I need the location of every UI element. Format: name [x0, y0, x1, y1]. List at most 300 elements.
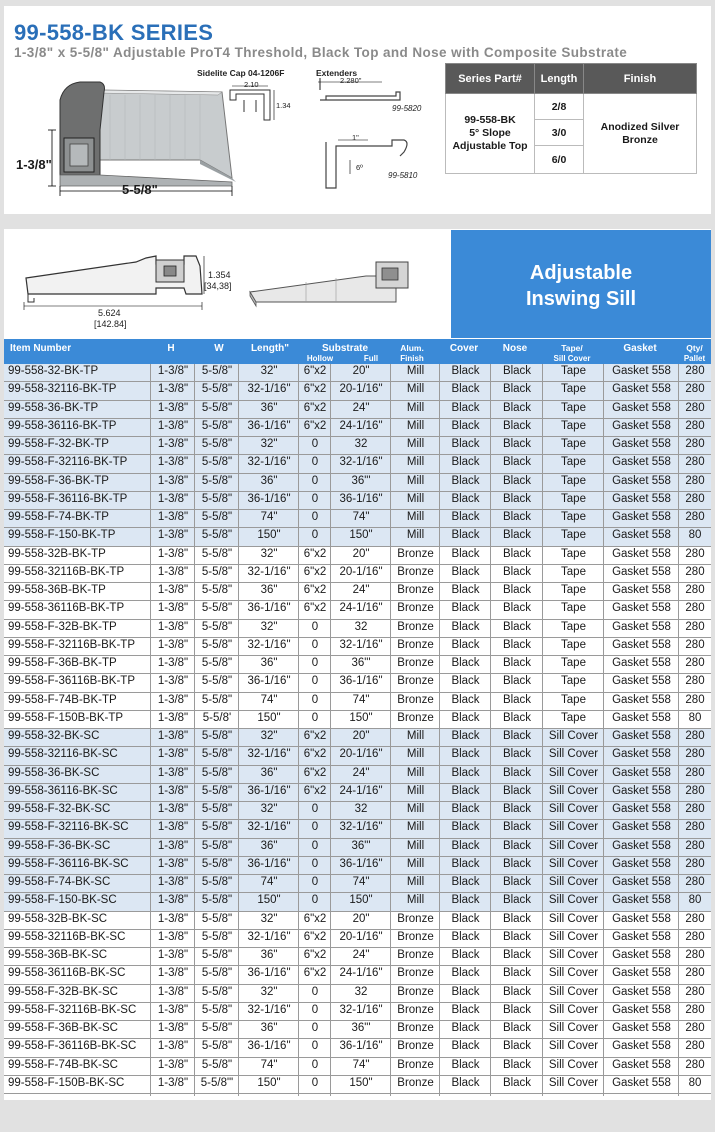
cell-nose: Black [502, 748, 532, 761]
cell-cover: Black [451, 657, 480, 669]
cell-h: 1-3/8" [157, 638, 189, 651]
cell-item-number: 99-558-F-32116-BK-SC [8, 821, 129, 834]
page-subtitle: 1-3/8" x 5-5/8" Adjustable ProT4 Threshold, Black Top and Nose with Composite Substrate [14, 45, 628, 60]
cell-full: 20" [352, 547, 370, 560]
series-length-cell: 2/8 [535, 94, 584, 120]
cell-h: 1-3/8" [157, 784, 189, 797]
table-row [4, 893, 711, 911]
cell-h: 1-3/8" [157, 1058, 189, 1071]
series-length-cell: 6/0 [535, 146, 584, 174]
page-title: 99-558-BK SERIES [14, 20, 214, 45]
table-row [4, 638, 711, 656]
cell-nose: Black [502, 803, 532, 815]
cell-nose: Black [502, 547, 532, 560]
table-row [4, 401, 711, 419]
table-row [4, 857, 711, 875]
cell-nose: Black [502, 675, 532, 688]
cell-nose: Black [502, 492, 532, 505]
cell-alum-finish: Mill [406, 419, 425, 432]
cell-tape-sillcover: Tape [561, 657, 586, 669]
cell-h: 1-3/8" [157, 1022, 189, 1034]
cell-hollow: 6"x2 [303, 949, 327, 961]
banner-line1: Adjustable [529, 262, 633, 284]
cell-nose: Black [502, 565, 532, 578]
cell-alum-finish: Bronze [397, 912, 434, 925]
cell-cover: Black [451, 547, 480, 560]
sill-height-in: 1.354 [208, 270, 231, 280]
cell-gasket: Gasket 558 [612, 1058, 671, 1071]
cell-length: 32" [260, 912, 278, 925]
cell-nose: Black [502, 766, 532, 779]
cell-length: 150" [257, 1076, 281, 1089]
series-part-type: Adjustable Top [452, 140, 528, 152]
cell-length: 36-1/16" [247, 784, 291, 797]
cell-cover: Black [451, 912, 480, 925]
cell-h: 1-3/8" [157, 456, 189, 469]
cell-qty: 80 [688, 711, 702, 724]
cell-cover: Black [451, 1003, 480, 1016]
cap-width-label: 2.10 [244, 80, 259, 89]
cell-item-number: 99-558-F-150B-BK-SC [8, 1076, 125, 1089]
cell-alum-finish: Bronze [397, 1022, 434, 1034]
cell-full: 24" [352, 584, 370, 596]
cell-nose: Black [502, 876, 532, 888]
column-divider [298, 364, 299, 1096]
cell-cover: Black [451, 803, 480, 815]
cell-tape-sillcover: Tape [561, 565, 586, 578]
cell-alum-finish: Bronze [397, 584, 434, 596]
cell-cover: Black [451, 456, 480, 469]
cell-gasket: Gasket 558 [612, 511, 671, 523]
extender2-width-label: 1" [352, 133, 359, 142]
cell-h: 1-3/8" [157, 730, 189, 742]
cell-alum-finish: Mill [406, 839, 425, 852]
cell-h: 1-3/8" [157, 1076, 189, 1089]
cell-qty: 280 [685, 876, 705, 888]
table-row [4, 364, 711, 382]
cell-nose: Black [502, 894, 532, 907]
cell-cover: Black [451, 857, 480, 870]
cell-nose: Black [502, 784, 532, 797]
cell-hollow: 0 [311, 1058, 319, 1071]
cell-gasket: Gasket 558 [612, 912, 671, 925]
cell-alum-finish: Mill [406, 748, 425, 761]
cell-length: 32" [260, 620, 278, 633]
cell-nose: Black [502, 821, 532, 834]
cell-w: 5-5/8" [201, 748, 233, 761]
cell-length: 32" [260, 985, 278, 998]
cell-w: 5-5/8" [201, 930, 233, 943]
finish-option: Anodized Silver [600, 120, 680, 133]
cell-h: 1-3/8" [157, 894, 189, 907]
cell-hollow: 6"x2 [303, 602, 327, 615]
cell-hollow: 0 [311, 839, 319, 852]
cell-w: 5-5/8" [201, 876, 233, 888]
cell-gasket: Gasket 558 [612, 1003, 671, 1016]
table-header [4, 339, 711, 365]
cell-gasket: Gasket 558 [612, 620, 671, 633]
cell-item-number: 99-558-32B-BK-TP [8, 547, 106, 560]
col-qty: Qty/ [686, 343, 703, 353]
cell-alum-finish: Bronze [397, 602, 434, 615]
cell-hollow: 0 [311, 657, 319, 669]
cell-h: 1-3/8" [157, 602, 189, 615]
cell-gasket: Gasket 558 [612, 383, 671, 396]
cell-gasket: Gasket 558 [612, 711, 671, 724]
cell-length: 36-1/16" [247, 419, 291, 432]
cell-length: 32" [260, 547, 278, 560]
banner-line2: Inswing Sill [525, 288, 636, 310]
cell-length: 36-1/16" [247, 675, 291, 688]
cell-cover: Black [451, 894, 480, 907]
cell-alum-finish: Mill [406, 474, 425, 487]
cell-gasket: Gasket 558 [612, 839, 671, 852]
table-row [4, 656, 711, 674]
cell-item-number: 99-558-F-32-BK-TP [8, 438, 109, 450]
cell-full: 36"' [351, 474, 371, 487]
cell-w: 5-5/8" [201, 1003, 233, 1016]
sill-height-mm: [34,38] [204, 281, 232, 291]
cell-h: 1-3/8" [157, 584, 189, 596]
cell-h: 1-3/8" [157, 401, 189, 414]
cell-full: 32 [354, 438, 368, 450]
cell-full: 24-1/16" [339, 784, 383, 797]
cell-qty: 280 [685, 930, 705, 943]
width-dimension: 5-5/8" [122, 182, 158, 197]
cell-full: 36-1/16" [339, 675, 383, 688]
cell-tape-sillcover: Tape [561, 675, 586, 688]
sill-type-banner [451, 230, 711, 338]
cell-cover: Black [451, 602, 480, 615]
cell-alum-finish: Bronze [397, 565, 434, 578]
cell-item-number: 99-558-32116B-BK-SC [8, 930, 126, 943]
cell-full: 32-1/16" [339, 821, 383, 834]
cell-length: 36" [260, 401, 278, 414]
table-row [4, 693, 711, 711]
cell-gasket: Gasket 558 [612, 638, 671, 651]
cell-h: 1-3/8" [157, 803, 189, 815]
cell-cover: Black [451, 638, 480, 651]
cell-h: 1-3/8" [157, 711, 189, 724]
cell-cover: Black [451, 876, 480, 888]
cell-qty: 280 [685, 839, 705, 852]
cell-item-number: 99-558-32-BK-SC [8, 730, 100, 742]
cell-nose: Black [502, 657, 532, 669]
cell-qty: 280 [685, 1058, 705, 1071]
table-row [4, 820, 711, 838]
cell-h: 1-3/8" [157, 912, 189, 925]
col-h: H [167, 343, 175, 354]
cell-w: 5-5/8" [201, 894, 233, 907]
cell-length: 150" [257, 894, 281, 907]
cell-full: 32-1/16" [339, 1003, 383, 1016]
cell-cover: Black [451, 748, 480, 761]
col-pallet: Pallet [683, 354, 706, 363]
cell-alum-finish: Mill [406, 456, 425, 469]
cell-gasket: Gasket 558 [612, 547, 671, 560]
cell-hollow: 0 [311, 693, 319, 706]
cell-qty: 80 [688, 894, 702, 907]
cell-cover: Black [451, 401, 480, 414]
table-row [4, 474, 711, 492]
cell-h: 1-3/8" [157, 565, 189, 578]
cell-full: 150" [349, 529, 373, 542]
cell-h: 1-3/8" [157, 930, 189, 943]
cell-w: 5-5/8" [201, 766, 233, 779]
cell-item-number: 99-558-F-36116B-BK-TP [8, 675, 135, 688]
cell-tape-sillcover: Sill Cover [548, 766, 599, 779]
sidelite-cap-label: Sidelite Cap 04-1206F [197, 68, 285, 78]
cell-item-number: 99-558-32116B-BK-TP [8, 565, 125, 578]
cell-alum-finish: Bronze [397, 693, 434, 706]
cell-length: 36-1/16" [247, 967, 291, 980]
cell-w: 5-5/8" [201, 492, 233, 505]
cell-full: 32-1/16" [339, 456, 383, 469]
cell-cover: Black [451, 474, 480, 487]
cell-w: 5-5/8" [201, 529, 233, 542]
cell-w: 5-5/8" [201, 511, 233, 523]
cell-nose: Black [502, 839, 532, 852]
table-row [4, 382, 711, 400]
cell-qty: 280 [685, 383, 705, 396]
cell-qty: 280 [685, 1003, 705, 1016]
cell-length: 36" [260, 657, 278, 669]
cell-w: 5-5/8" [201, 1040, 233, 1053]
column-divider [390, 364, 391, 1096]
cell-hollow: 6"x2 [303, 547, 327, 560]
cell-gasket: Gasket 558 [612, 894, 671, 907]
cell-h: 1-3/8" [157, 1040, 189, 1053]
cell-alum-finish: Mill [406, 766, 425, 779]
cell-hollow: 0 [311, 894, 319, 907]
cell-nose: Black [502, 511, 532, 523]
cell-full: 24-1/16" [339, 967, 383, 980]
cap-height-label: 1.34 [276, 101, 291, 110]
cell-w: 5-5/8" [201, 675, 233, 688]
cell-qty: 280 [685, 1022, 705, 1034]
cell-h: 1-3/8" [157, 949, 189, 961]
cell-w: 5-5/8" [201, 620, 233, 633]
cell-tape-sillcover: Sill Cover [548, 857, 599, 870]
cell-hollow: 0 [311, 675, 319, 688]
table-row [4, 620, 711, 638]
cell-w: 5-5/8" [201, 803, 233, 815]
cell-w: 5-5/8"' [200, 1076, 234, 1089]
cell-qty: 280 [685, 912, 705, 925]
table-row [4, 729, 711, 747]
cell-gasket: Gasket 558 [612, 857, 671, 870]
cell-item-number: 99-558-F-36B-BK-SC [8, 1022, 118, 1034]
cell-h: 1-3/8" [157, 657, 189, 669]
cell-cover: Black [451, 1058, 480, 1071]
cell-length: 32-1/16" [247, 748, 291, 761]
table-row [4, 784, 711, 802]
cell-cover: Black [451, 693, 480, 706]
cell-full: 20" [352, 365, 370, 377]
cell-nose: Black [502, 711, 532, 724]
cell-tape-sillcover: Sill Cover [548, 821, 599, 834]
cell-h: 1-3/8" [157, 675, 189, 688]
cell-length: 32" [260, 365, 278, 377]
cell-gasket: Gasket 558 [612, 1022, 671, 1034]
cell-gasket: Gasket 558 [612, 821, 671, 834]
cell-cover: Black [451, 365, 480, 377]
col-nose: Nose [502, 343, 528, 354]
cell-w: 5-5/8" [201, 693, 233, 706]
cell-hollow: 0 [311, 821, 319, 834]
cell-gasket: Gasket 558 [612, 748, 671, 761]
cell-tape-sillcover: Tape [561, 584, 586, 596]
cell-cover: Black [451, 967, 480, 980]
column-divider [150, 364, 151, 1096]
cell-hollow: 0 [311, 492, 319, 505]
col-finish: Finish [400, 354, 424, 363]
cell-qty: 280 [685, 803, 705, 815]
cell-tape-sillcover: Tape [561, 693, 586, 706]
table-row [4, 875, 711, 893]
cell-qty: 280 [685, 1040, 705, 1053]
cell-nose: Black [502, 419, 532, 432]
table-row [4, 766, 711, 784]
cell-w: 5-5/8" [201, 638, 233, 651]
cell-alum-finish: Mill [406, 401, 425, 414]
cell-item-number: 99-558-36-BK-SC [8, 766, 100, 779]
cell-h: 1-3/8" [157, 419, 189, 432]
cell-nose: Black [502, 912, 532, 925]
cell-alum-finish: Bronze [397, 620, 434, 633]
series-col-length: Length [535, 64, 584, 94]
cell-cover: Black [451, 419, 480, 432]
cell-alum-finish: Bronze [397, 547, 434, 560]
cell-qty: 280 [685, 766, 705, 779]
cell-nose: Black [502, 529, 532, 542]
cell-full: 74" [352, 693, 370, 706]
cell-tape-sillcover: Sill Cover [548, 803, 599, 815]
cell-full: 32 [354, 985, 368, 998]
cell-hollow: 6"x2 [303, 565, 327, 578]
cell-gasket: Gasket 558 [612, 529, 671, 542]
cell-gasket: Gasket 558 [612, 492, 671, 505]
cell-qty: 280 [685, 620, 705, 633]
cell-item-number: 99-558-F-36-BK-SC [8, 839, 111, 852]
cell-alum-finish: Mill [406, 857, 425, 870]
cell-w: 5-5/8" [201, 839, 233, 852]
cell-w: 5-5/8" [201, 365, 233, 377]
cell-full: 150" [349, 894, 373, 907]
cell-full: 32 [354, 620, 368, 633]
cell-tape-sillcover: Tape [561, 365, 586, 377]
cell-qty: 280 [685, 565, 705, 578]
cell-hollow: 6"x2 [303, 401, 327, 414]
cell-full: 20-1/16" [339, 383, 383, 396]
cell-gasket: Gasket 558 [612, 602, 671, 615]
cell-item-number: 99-558-F-36B-BK-TP [8, 657, 117, 669]
cell-hollow: 0 [311, 711, 319, 724]
cell-tape-sillcover: Sill Cover [548, 1058, 599, 1071]
cell-h: 1-3/8" [157, 474, 189, 487]
cell-gasket: Gasket 558 [612, 474, 671, 487]
cell-h: 1-3/8" [157, 985, 189, 998]
series-col-finish: Finish [584, 64, 697, 94]
cell-item-number: 99-558-F-36116-BK-TP [8, 492, 128, 505]
cell-tape-sillcover: Sill Cover [548, 730, 599, 742]
cell-qty: 280 [685, 365, 705, 377]
cell-length: 150" [257, 529, 281, 542]
cell-qty: 280 [685, 949, 705, 961]
series-part-number: 99-558-BK [464, 114, 516, 126]
cell-length: 32-1/16" [247, 638, 291, 651]
extender2-part-label: 99-5810 [388, 171, 418, 180]
cell-qty: 280 [685, 492, 705, 505]
cell-hollow: 0 [311, 511, 319, 523]
cell-qty: 280 [685, 730, 705, 742]
cell-nose: Black [502, 930, 532, 943]
cell-tape-sillcover: Tape [561, 474, 586, 487]
cell-hollow: 6"x2 [303, 766, 327, 779]
col-tape: Tape/ [561, 343, 583, 353]
cell-h: 1-3/8" [157, 876, 189, 888]
table-row [4, 966, 711, 984]
cell-length: 32-1/16" [247, 1003, 291, 1016]
table-row [4, 747, 711, 765]
cell-hollow: 0 [311, 876, 319, 888]
cell-alum-finish: Mill [406, 383, 425, 396]
cell-h: 1-3/8" [157, 511, 189, 523]
cell-item-number: 99-558-F-36116-BK-SC [8, 857, 129, 870]
cell-hollow: 6"x2 [303, 912, 327, 925]
cell-qty: 280 [685, 511, 705, 523]
cell-cover: Black [451, 839, 480, 852]
cell-gasket: Gasket 558 [612, 675, 671, 688]
cell-alum-finish: Mill [406, 511, 425, 523]
cell-tape-sillcover: Tape [561, 602, 586, 615]
cell-tape-sillcover: Sill Cover [548, 748, 599, 761]
cell-alum-finish: Mill [406, 894, 425, 907]
cell-alum-finish: Mill [406, 821, 425, 834]
cell-full: 20" [352, 912, 370, 925]
cell-cover: Black [451, 675, 480, 688]
cell-w: 5-5/8" [201, 730, 233, 742]
cell-w: 5-5/8" [201, 419, 233, 432]
cell-item-number: 99-558-36116B-BK-TP [8, 602, 125, 615]
cell-alum-finish: Bronze [397, 638, 434, 651]
cell-hollow: 0 [311, 1076, 319, 1089]
cell-alum-finish: Mill [406, 492, 425, 505]
cell-nose: Black [502, 584, 532, 596]
cell-hollow: 6"x2 [303, 383, 327, 396]
cell-tape-sillcover: Tape [561, 438, 586, 450]
table-row [4, 802, 711, 820]
column-divider [542, 364, 543, 1096]
cell-h: 1-3/8" [157, 492, 189, 505]
cell-item-number: 99-558-36-BK-TP [8, 401, 99, 414]
cell-gasket: Gasket 558 [612, 657, 671, 669]
column-divider [490, 364, 491, 1096]
cell-cover: Black [451, 620, 480, 633]
cell-length: 36-1/16" [247, 857, 291, 870]
cell-h: 1-3/8" [157, 547, 189, 560]
cell-full: 24" [352, 949, 370, 961]
cell-full: 20-1/16" [339, 748, 383, 761]
table-row [4, 930, 711, 948]
cell-alum-finish: Mill [406, 784, 425, 797]
cell-qty: 80 [688, 1076, 702, 1089]
cell-hollow: 0 [311, 438, 319, 450]
cell-item-number: 99-558-F-74B-BK-SC [8, 1058, 118, 1071]
cell-alum-finish: Mill [406, 730, 425, 742]
cell-w: 5-5/8" [201, 949, 233, 961]
cell-nose: Black [502, 438, 532, 450]
